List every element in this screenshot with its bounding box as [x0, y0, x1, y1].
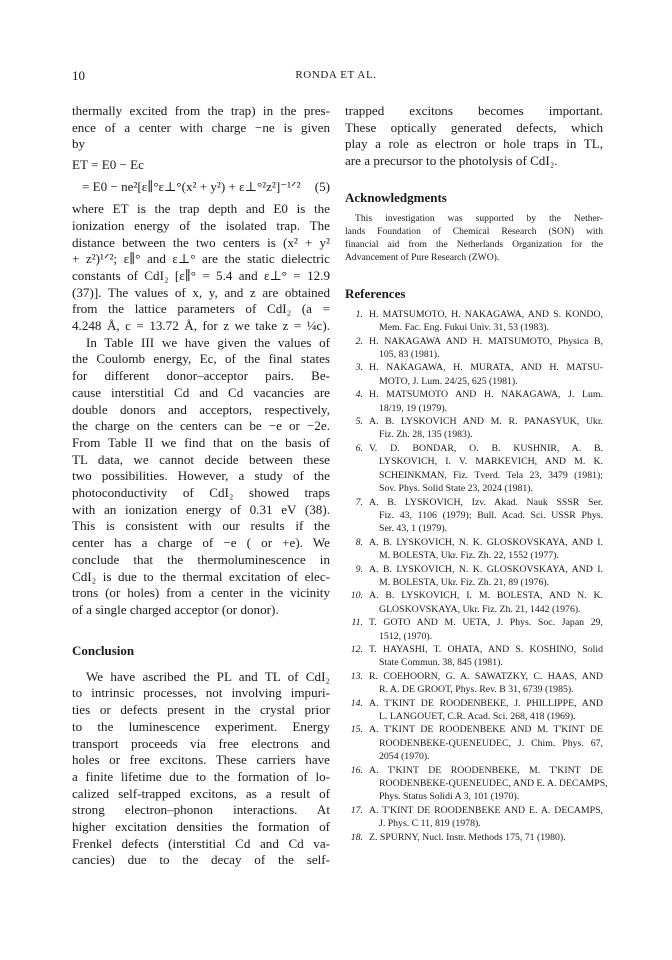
- text-line: We have ascribed the PL and TL of CdI₂: [86, 668, 330, 684]
- reference-entry: [345, 308, 603, 335]
- text-line: ence of a center with charge −ne is given: [72, 119, 330, 135]
- text-line: cancies) due to the decay of the self-: [72, 852, 330, 868]
- text-line: holes or free excitons. These carriers have: [72, 752, 330, 768]
- reference-text: A. T'KINT DE ROODENBEKE, J. PHILLIPPE, AND: [369, 697, 603, 709]
- reference-entry: [345, 563, 603, 590]
- reference-entry: [345, 335, 603, 362]
- reference-number: 7.: [355, 496, 363, 508]
- reference-entry: [345, 361, 603, 388]
- acknowledgment-line: This investigation was supported by the Nether-: [355, 212, 603, 224]
- text-line: are a precursor to the photolysis of CdI₂.: [345, 153, 558, 169]
- text-line: the charge on the centers can be −e or −2e.: [72, 418, 330, 434]
- text-line: calized self-trapped excitons, as a result of: [72, 785, 330, 801]
- reference-text: H. NAKAGAWA, H. MURATA, AND H. MATSU-: [369, 362, 603, 374]
- text-line: trons (or holes) from a center in the vicinity: [72, 585, 330, 601]
- reference-text: ROODENBEKE-QUENEUDEC, J. Chim. Phys. 67,: [379, 737, 603, 749]
- reference-text: Fiz. 43, 1106 (1979); Bull. Acad. Sci. USSR Phys.: [379, 509, 603, 521]
- reference-text: State Commun. 38, 845 (1981).: [379, 657, 503, 669]
- reference-text: Mem. Fac. Eng. Fukui Univ. 31, 53 (1983).: [379, 322, 549, 334]
- text-line: the Coulomb energy, Ec, of the final states: [72, 351, 330, 367]
- reference-number: 15.: [350, 724, 363, 736]
- reference-text: Fiz. Zh. 28, 135 (1983).: [379, 429, 473, 441]
- text-line: strong electron–phonon interactions. At: [72, 802, 330, 818]
- reference-number: 9.: [355, 563, 363, 575]
- reference-list: [345, 308, 608, 844]
- text-line: center has a charge of −e ( or +e). We: [72, 535, 330, 551]
- reference-number: 3.: [355, 362, 363, 374]
- reference-number: 6.: [355, 442, 363, 454]
- reference-entry: [345, 804, 603, 831]
- equation-text-2: = E0 − ne²[ε∥°ε⊥°(x² + y²) + ε⊥°²z²]⁻¹ᐟ²: [82, 179, 301, 195]
- text-line: to the luminescence experiment. Energy: [72, 718, 330, 734]
- reference-number: 12.: [350, 643, 363, 655]
- equation-text-1: ET = E0 − Ec: [72, 157, 144, 173]
- reference-text: Z. SPURNY, Nucl. Instr. Methods 175, 71 (1980).: [369, 831, 566, 843]
- paragraph-conclusion: [72, 669, 330, 869]
- text-line: ties or defects present in the crystal prior: [72, 702, 330, 718]
- text-line: conclude that the thermoluminescence in: [72, 551, 330, 567]
- reference-text: A. B. LYSKOVICH AND M. R. PANASYUK, Ukr.: [369, 416, 603, 428]
- reference-entry: [345, 697, 603, 724]
- reference-text: ROODENBEKE-QUENEUDEC, AND E. A. DECAMPS,: [379, 778, 608, 790]
- reference-text: A. B. LYSKOVICH, N. K. GLOSKOVSKAYA, AND I.: [369, 536, 603, 548]
- text-line: higher excitation densities the formation of: [72, 819, 330, 835]
- equation-number: (5): [314, 179, 330, 195]
- text-line: 4.248 Å, c = 13.72 Å, for z we take z = ¼c).: [72, 318, 330, 334]
- reference-number: 8.: [355, 536, 363, 548]
- text-line: from the lattice parameters of CdI₂ (a =: [72, 301, 330, 317]
- reference-text: Sov. Phys. Solid State 23, 2024 (1981).: [379, 483, 533, 495]
- reference-entry: [345, 415, 603, 442]
- reference-text: 105, 83 (1981).: [379, 349, 440, 361]
- reference-entry: [345, 670, 603, 697]
- reference-number: 16.: [350, 764, 363, 776]
- text-line: photoconductivity of CdI₂ showed traps: [72, 485, 330, 501]
- reference-text: MOTO, J. Lum. 24/25, 625 (1981).: [379, 375, 518, 387]
- reference-entry: [345, 831, 603, 844]
- reference-text: H. MATSUMOTO AND H. NAKAGAWA, J. Lum.: [369, 389, 603, 401]
- text-line: two possibilities. However, a study of the: [72, 468, 330, 484]
- right-column: [345, 103, 608, 844]
- reference-entry: [345, 616, 603, 643]
- reference-entry: [345, 643, 603, 670]
- reference-entry: [345, 388, 603, 415]
- acknowledgments-heading: Acknowledgments: [345, 189, 447, 205]
- reference-text: 1512, (1970).: [379, 630, 433, 642]
- reference-text: A. B. LYSKOVICH, I. M. BOLESTA, AND N. K.: [369, 590, 603, 602]
- reference-number: 13.: [350, 670, 363, 682]
- reference-number: 5.: [355, 416, 363, 428]
- text-line: transport proceeds via free electrons and: [72, 735, 330, 751]
- reference-text: A. T'KINT DE ROODENBEKE AND M. T'KINT DE: [369, 724, 603, 736]
- reference-number: 10.: [350, 590, 363, 602]
- reference-text: V. D. BONDAR, O. B. KUSHNIR, A. B.: [369, 442, 603, 454]
- page-number: 10: [72, 68, 85, 83]
- reference-entry: [345, 723, 603, 763]
- reference-text: Ser. 43, 1 (1979).: [379, 523, 448, 535]
- text-line: to intrinsic processes, not involving impuri-: [72, 685, 330, 701]
- reference-text: R. A. DE GROOT, Phys. Rev. B 31, 6739 (1985).: [379, 684, 574, 696]
- text-line: with an ionization energy of 0.31 eV (38).: [72, 501, 330, 517]
- text-line: where ET is the trap depth and E0 is the: [72, 201, 330, 217]
- acknowledgment-line: financial aid from the Netherlands Organization for the: [345, 238, 603, 250]
- paragraph-trap-depth: [72, 201, 330, 335]
- text-line: ionization energy of the isolated trap. The: [72, 217, 330, 233]
- text-line: by: [72, 136, 86, 152]
- text-line: play a role as electron or hole traps in TL,: [345, 136, 603, 152]
- reference-text: 18/19, 19 (1979).: [379, 402, 448, 414]
- reference-text: J. Phys. C 11, 819 (1978).: [379, 818, 481, 830]
- reference-entry: [345, 536, 603, 563]
- text-line: distance between the two centers is (x² + y²: [72, 234, 330, 250]
- text-line: + z²)¹ᐟ²; ε∥° and ε⊥° are the static dielectric: [72, 251, 330, 267]
- paragraph-coulomb-energy: [72, 335, 330, 619]
- acknowledgment-line: lands Foundation of Chemical Research (SON) with: [345, 225, 603, 237]
- reference-text: A. T'KINT DE ROODENBEKE, M. T'KINT DE: [369, 764, 603, 776]
- paragraph-intro: [72, 103, 330, 153]
- conclusion-heading: Conclusion: [72, 642, 135, 658]
- text-line: Frenkel defects (interstitial Cd and Cd va-: [72, 835, 330, 851]
- text-line: In Table III we have given the values of: [86, 334, 330, 350]
- left-column: [72, 103, 330, 869]
- reference-number: 1.: [355, 308, 363, 320]
- reference-text: M. BOLESTA, Ukr. Fiz. Zh. 22, 1552 (1977).: [379, 550, 559, 562]
- reference-text: L. LANGOUET, C.R. Acad. Sci. 268, 418 (1969).: [379, 711, 576, 722]
- text-line: TL data, we cannot decide between these: [72, 451, 330, 467]
- text-line: of a single charged acceptor (or donor).: [72, 601, 279, 617]
- reference-text: H. NAKAGAWA AND H. MATSUMOTO, Physica B,: [369, 335, 603, 347]
- reference-entry: [345, 764, 608, 804]
- running-title: RONDA ET AL.: [295, 69, 377, 81]
- reference-text: R. COEHOORN, G. A. SAWATZKY, C. HAAS, AND: [369, 670, 603, 682]
- paragraph-continuation: [345, 103, 603, 170]
- reference-number: 14.: [350, 697, 363, 709]
- reference-number: 18.: [350, 831, 363, 843]
- text-line: cause interstitial Cd and Cd vacancies are: [72, 384, 330, 400]
- text-line: constants of CdI₂ [ε∥° = 5.4 and ε⊥° = 12.9: [72, 267, 330, 283]
- text-line: (37)]. The values of x, y, and z are obtained: [72, 284, 330, 300]
- reference-text: T. HAYASHI, T. OHATA, AND S. KOSHINO, Solid: [369, 643, 603, 655]
- text-line: for different donor–acceptor pairs. Be-: [72, 368, 330, 384]
- text-line: a finite lifetime due to the formation of lo-: [72, 768, 330, 784]
- reference-text: A. T'KINT DE ROODENBEKE AND E. A. DECAMPS,: [369, 804, 603, 816]
- reference-text: 2054 (1970).: [379, 751, 430, 763]
- text-line: CdI₂ is due to the thermal excitation of elec-: [72, 568, 330, 584]
- reference-entry: [345, 442, 603, 496]
- reference-text: A. B. LYSKOVICH, N. K. GLOSKOVSKAYA, AND I.: [369, 563, 603, 575]
- text-line: This is consistent with our results if the: [72, 518, 330, 534]
- reference-number: 2.: [355, 335, 363, 347]
- equation-line-2: [72, 179, 330, 197]
- reference-text: GLOSKOVSKAYA, Ukr. Fiz. Zh. 21, 1442 (1976).: [379, 603, 581, 615]
- acknowledgments-text: [345, 212, 603, 264]
- reference-number: 17.: [350, 804, 363, 816]
- text-line: These optically generated defects, which: [345, 119, 603, 135]
- reference-text: SCHEINKMAN, Fiz. Tverd. Tela 23, 3479 (1981);: [379, 469, 603, 481]
- references-heading: References: [345, 285, 406, 301]
- text-line: From Table II we find that on the basis of: [72, 434, 330, 450]
- text-line: thermally excited from the trap) in the pres-: [72, 103, 330, 118]
- text-line: trapped excitons becomes important.: [345, 103, 603, 118]
- acknowledgment-line: Advancement of Pure Research (ZWO).: [345, 251, 500, 263]
- reference-entry: [345, 496, 603, 536]
- reference-text: A. B. LYSKOVICH, Izv. Akad. Nauk SSSR Ser.: [369, 496, 603, 508]
- reference-number: 4.: [355, 389, 363, 401]
- equation-line-1: [72, 157, 330, 175]
- text-line: double donors and acceptors, respectively,: [72, 401, 330, 417]
- reference-text: LYSKOVICH, I. V. MARKEVICH, AND M. K.: [379, 456, 603, 468]
- reference-number: 11.: [351, 617, 363, 629]
- reference-text: Phys. Status Solidi A 3, 101 (1970).: [379, 791, 520, 803]
- reference-text: T. GOTO AND M. UETA, J. Phys. Soc. Japan 29,: [369, 617, 603, 629]
- reference-text: H. MATSUMOTO, H. NAKAGAWA, AND S. KONDO,: [369, 308, 603, 320]
- reference-text: M. BOLESTA, Ukr. Fiz. Zh. 21, 89 (1976).: [379, 576, 550, 588]
- reference-entry: [345, 589, 603, 616]
